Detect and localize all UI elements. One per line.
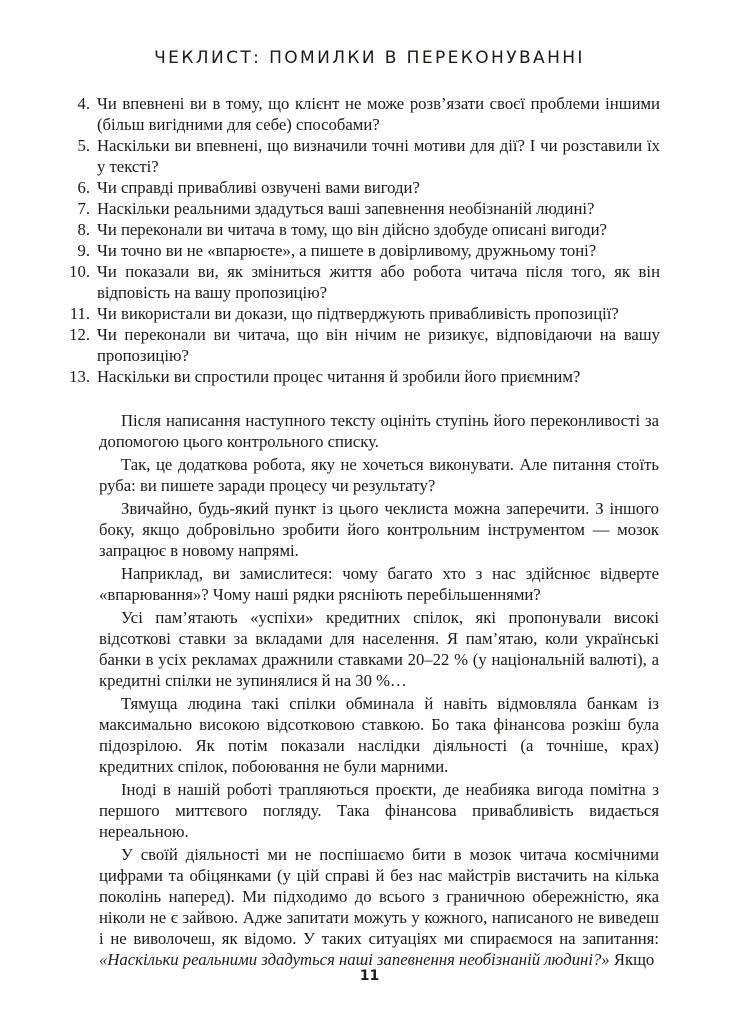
item-number: 7. [77,199,90,218]
paragraph-text: Якщо [609,950,655,969]
item-number: 6. [77,178,90,197]
paragraph: Іноді в нашій роботі трапляються проєкти, де неабияка вигода помітна з першого миттєвого погляду. Така фінансова привабливість видається нереальною. [99,780,659,841]
item-text: Наскільки реальними здадуться ваші запевнення необізнаній людині? [97,199,595,218]
item-text: Чи переконали ви читача в тому, що він дійсно здобуде описані вигоди? [97,220,607,239]
page-number: 11 [359,968,380,984]
paragraph [99,844,659,970]
item-text: Чи точно ви не «впарюєте», а пишете в довірливому, дружньому тоні? [97,241,597,260]
list-item [66,177,660,198]
item-number: 8. [77,220,90,239]
list-item [66,366,660,387]
list-item [66,261,660,303]
item-number: 12. [69,325,90,344]
list-item [66,240,660,261]
list-item [66,93,660,135]
item-text: Чи справді привабливі озвучені вами вигоди? [97,178,420,197]
list-item [66,324,660,366]
list-item [66,219,660,240]
item-text: Наскільки ви впевнені, що визначили точні мотиви для дії? І чи розставили їх у тексті? [97,136,660,176]
item-number: 13. [69,367,90,386]
item-text: Наскільки ви спростили процес читання й зробили його приємним? [97,367,581,386]
item-text: Чи переконали ви читача, що він нічим не ризикує, відповідаючи на вашу пропозицію? [97,325,660,365]
paragraph-text: У своїй діяльності ми не поспішаємо бити в мозок читача космічними цифрами та обіцянками (у цій справі й без нас майстрів вистачить на кілька поколінь наперед). Ми підходимо до всього з граничною обережністю, яка ніколи не є зайвою. Адже запитати можуть у кожного, написаного не виведеш і не виволочеш, як відомо. У таких ситуаціях ми спираємося на запитання: [99,845,659,948]
paragraph: Звичайно, будь-який пункт із цього чеклиста можна заперечити. З іншого боку, якщо добровільно зробити його контрольним інструментом — мозок запрацює в новому напрямі. [99,499,659,560]
running-title: ЧЕКЛИСТ: ПОМИЛКИ В ПЕРЕКОНУВАННІ [154,48,585,68]
paragraph: Наприклад, ви замислитеся: чому багато хто з нас здійснює відверте «впарювання»? Чому наші рядки рясніють перебільшеннями? [99,564,659,604]
paragraph: Після написання наступного тексту оцініть ступінь його переконливості за допомогою цього контрольного списку. [99,411,659,451]
italic-quote: «Наскільки реальними здадуться наші запевнення необізнаній людині?» [99,950,610,969]
paragraph: Тямуща людина такі спілки обминала й навіть відмовляла банкам із максимально високою відсотковою ставкою. Бо така фінансова розкіш була підозрілою. Як потім показали наслідки діяльності (а точніше, крах) кредитних спілок, побоювання не були марними. [99,694,659,776]
list-item [66,198,660,219]
item-number: 9. [77,241,90,260]
item-text: Чи використали ви докази, що підтверджують привабливість пропозиції? [97,304,619,323]
checklist [66,93,660,387]
item-number: 10. [69,262,90,281]
item-number: 4. [77,94,90,113]
paragraph: Усі пам’ятають «успіхи» кредитних спілок, які пропонували високі відсоткові ставки за вкладами для населення. Я пам’ятаю, коли українські банки в усіх рекламах дражнили ставками 20–22 % (у національній валюті), а кредитні спілки не зупинялися й на 30 %… [99,608,659,690]
list-item [66,135,660,177]
paragraph: Так, це додаткова робота, яку не хочеться виконувати. Але питання стоїть руба: ви пишете заради процесу чи результату? [99,455,659,495]
item-number: 11. [69,304,90,323]
item-text: Чи показали ви, як зміниться життя або робота читача після того, як він відповість на вашу пропозицію? [97,262,660,302]
item-text: Чи впевнені ви в тому, що клієнт не може розв’язати своєї проблеми іншими (більш вигідними для себе) способами? [97,94,660,134]
body-text [99,410,659,972]
item-number: 5. [77,136,90,155]
list-item [66,303,660,324]
